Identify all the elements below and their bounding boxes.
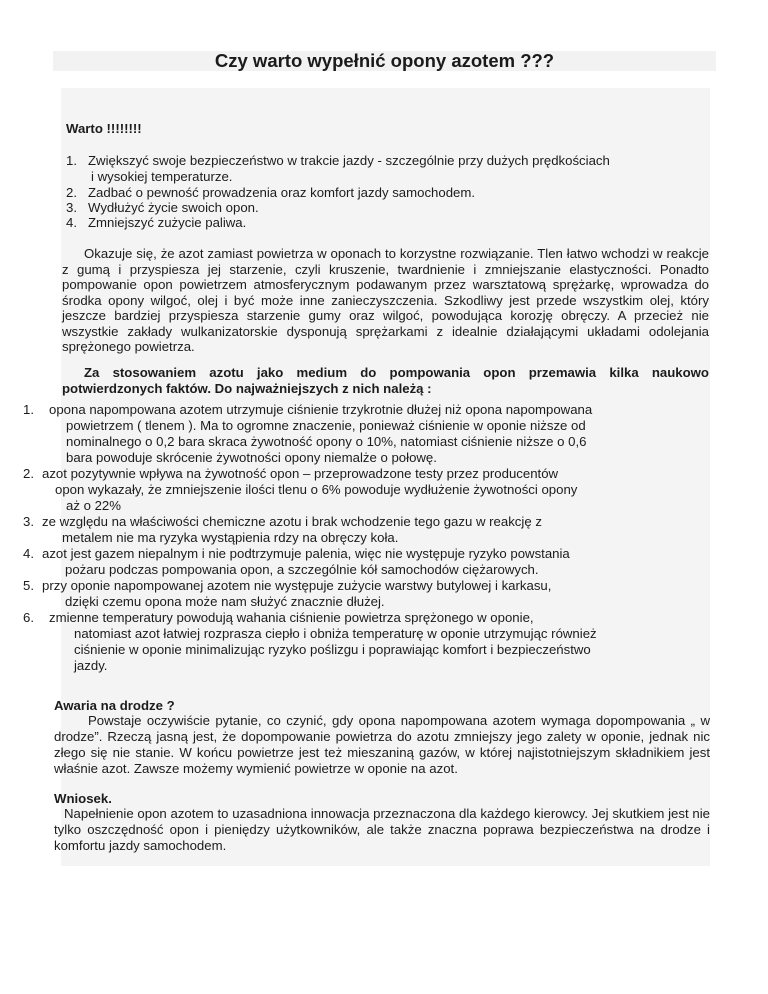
fact-item-1: 1. opona napompowana azotem utrzymuje ciśnienie trzykrotnie dłużej niż opona napompowana powietrzem ( tlenem ). Ma to ogromne znaczenie, ponieważ ciśnienie w oponie niższe od nominalnego o 0,2 bara skraca żywotność opony o 10%, natomiast ciśnienie niższe o 0,6 bara powoduje skrócenie żywotności opony niemalże o połowę. xyxy=(23,402,593,465)
fact-item-3: 3. ze względu na właściwości chemiczne azotu i brak wchodzenie tego gazu w reakcję z metalem nie ma ryzyka wystąpienia rdzy na obręczy koła. xyxy=(23,514,542,545)
list-text: opona napompowana azotem utrzymuje ciśnienie trzykrotnie dłużej niż opona napompowana powietrzem ( tlenem ). Ma to ogromne znaczenie, ponieważ ciśnienie w oponie niższe od nominalnego o 0,2 bara skraca żywotność opony o 10%, natomiast ciśnienie niższe o 0,6 bara powoduje skrócenie żywotności opony niemalże o połowę. xyxy=(49,402,593,465)
warto-item-2: 2. Zadbać o pewność prowadzenia oraz komfort jazdy samochodem. xyxy=(66,185,476,200)
wniosek-paragraph: Napełnienie opon azotem to uzasadniona innowacja przeznaczona dla każdego kierowcy. Jej skutkiem jest nie tylko oszczędność opon i pieniędzy użytkowników, ale także znaczna poprawa bezpieczeństwa na drodze i komfortu jazdy samochodem. xyxy=(54,806,710,853)
warto-item-1 xyxy=(66,153,706,185)
wniosek-heading: Wniosek. xyxy=(54,791,112,806)
list-text: przy oponie napompowanej azotem nie występuje zużycie warstwy butylowej i karkasu, dzięki czemu opona może nam służyć znacznie dłużej. xyxy=(42,578,552,609)
fact-item-2: 2. azot pozytywnie wpływa na żywotność opon – przeprowadzone testy przez producentów opon wykazały, że zmniejszenie ilości tlenu o 6% powoduje wydłużenie żywotności opony aż o 22% xyxy=(23,466,578,513)
fact-item-6: 6. zmienne temperatury powodują wahania ciśnienie powietrza sprężonego w oponie, natomiast azot łatwiej rozprasza ciepło i obniża temperaturę w oponie utrzymując również ciśnienie w oponie minimalizując ryzyko poślizgu i poprawiając komfort i bezpieczeństwo jazdy. xyxy=(23,610,597,673)
list-number: 1. xyxy=(66,153,77,168)
warto-heading: Warto !!!!!!!! xyxy=(66,121,142,136)
warto-list xyxy=(66,153,706,230)
fact-item-5: 5. przy oponie napompowanej azotem nie występuje zużycie warstwy butylowej i karkasu, dzięki czemu opona może nam służyć znacznie dłużej. xyxy=(23,578,552,609)
list-text: ze względu na właściwości chemiczne azotu i brak wchodzenie tego gazu w reakcję z metalem nie ma ryzyka wystąpienia rdzy na obręczy koła. xyxy=(42,514,542,545)
warto-item-4: 4. Zmniejszyć zużycie paliwa. xyxy=(66,215,247,230)
facts-list xyxy=(23,402,713,674)
list-text: azot jest gazem niepalnym i nie podtrzymuje palenia, więc nie występuje ryzyko powstania pożaru podczas pompowania opon, a szczególnie kół samochodów ciężarowych. xyxy=(42,546,570,577)
list-text: azot pozytywnie wpływa na żywotność opon – przeprowadzone testy przez producentów opon wykazały, że zmniejszenie ilości tlenu o 6% powoduje wydłużenie żywotności opony aż o 22% xyxy=(42,466,578,513)
facts-heading: Za stosowaniem azotu jako medium do pompowania opon przemawia kilka naukowo potwierdzonych faktów. Do najważniejszych z nich należą : xyxy=(62,365,709,396)
page-title: Czy warto wypełnić opony azotem ??? xyxy=(214,50,555,71)
list-text: Zwiększyć swoje bezpieczeństwo w trakcie jazdy - szczególnie przy dużych prędkościach i wysokiej temperaturze. xyxy=(88,153,610,184)
list-text: zmienne temperatury powodują wahania ciśnienie powietrza sprężonego w oponie, natomiast azot łatwiej rozprasza ciepło i obniża temperaturę w oponie utrzymując również ciśnienie w oponie minimalizując ryzyko poślizgu i poprawiając komfort i bezpieczeństwo jazdy. xyxy=(49,610,597,673)
awaria-paragraph: Powstaje oczywiście pytanie, co czynić, gdy opona napompowana azotem wymaga dopompowania „ w drodze”. Rzeczą jasną jest, że dopompowanie powietrza do azotu zmniejszy jego zalety w oponie, jednak nic złego się nie stanie. W końcu powietrze jest też mieszaniną gazów, w której najistotniejszym składnikiem jest właśnie azot. Zawsze możemy wymienić powietrze w oponie na azot. xyxy=(54,713,710,776)
intro-paragraph: Okazuje się, że azot zamiast powietrza w oponach to korzystne rozwiązanie. Tlen łatwo wchodzi w reakcje z gumą i przyspiesza jej starzenie, czyli kruszenie, twardnienie i zmniejszanie elastyczności. Ponadto pompowanie opon powietrzem atmosferycznym podawanym przez warsztatową sprężarkę, wprowadza do środka opony wilgoć, olej i być może inne zanieczyszczenia. Szkodliwy jest przede wszystkim olej, który jeszcze bardziej przyspiesza starzenie gumy oraz wilgoć, powodująca korozję obręczy. A przecież nie wszystkie zakłady wulkanizatorskie dysponują sprężarkami z idealnie działającymi układami odolejania sprężonego powietrza. xyxy=(62,246,709,354)
fact-item-4: 4. azot jest gazem niepalnym i nie podtrzymuje palenia, więc nie występuje ryzyko powstania pożaru podczas pompowania opon, a szczególnie kół samochodów ciężarowych. xyxy=(23,546,570,577)
warto-item-3: 3. Wydłużyć życie swoich opon. xyxy=(66,200,259,215)
awaria-heading: Awaria na drodze ? xyxy=(54,698,175,713)
